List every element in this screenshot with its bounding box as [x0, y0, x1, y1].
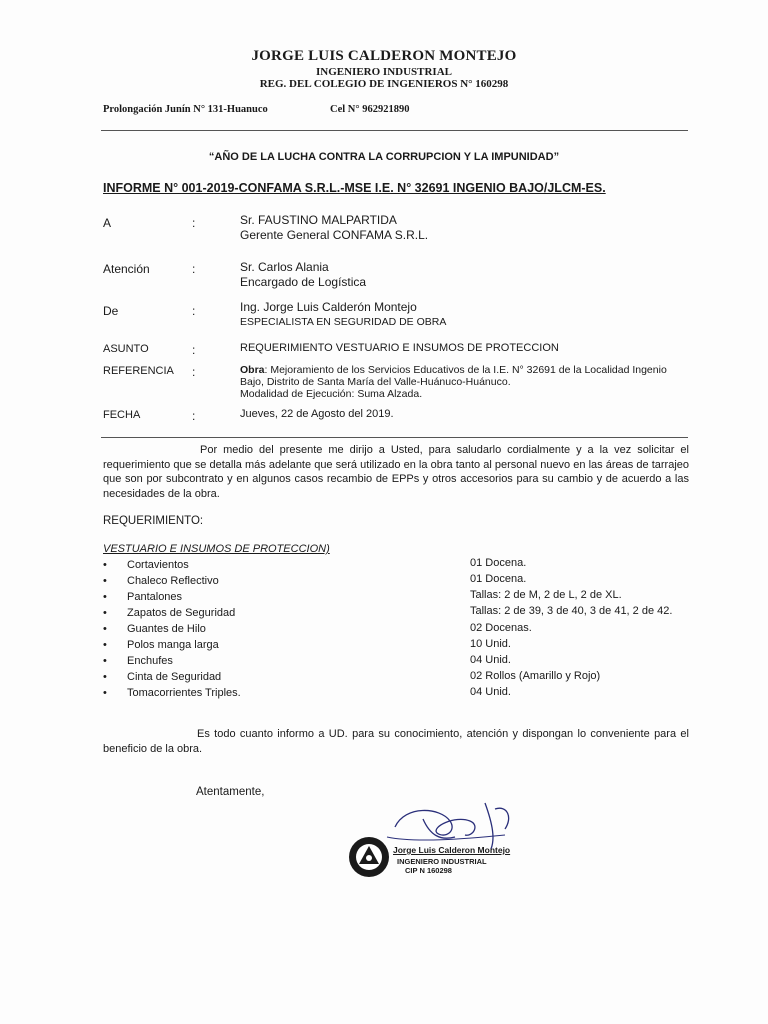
- field-asunto-label: ASUNTO: [103, 343, 149, 355]
- field-de-value: [240, 300, 446, 330]
- item-name: Guantes de Hilo: [127, 623, 206, 635]
- intro-paragraph: Por medio del presente me dirijo a Usted, para saludarlo cordialmente y a la vez solicitar el requerimiento que se detalla más adelante que será utilizado en la obra tanto al personal nuevo en las áreas de tarrajeo que son por subcontrato y en algunos casos recambio de EPPs y otros accesorios para su cambio y de acuerdo a las necesidades de la obra.: [103, 444, 689, 500]
- reference-line-3: Modalidad de Ejecución: Suma Alzada.: [240, 388, 423, 400]
- list-bullet: •: [103, 655, 107, 667]
- sender-position: ESPECIALISTA EN SEGURIDAD DE OBRA: [240, 316, 447, 328]
- field-fecha-label: FECHA: [103, 409, 141, 421]
- item-quantity: 02 Rollos (Amarillo y Rojo): [470, 670, 601, 682]
- item-quantity: 01 Docena.: [470, 557, 527, 569]
- field-a-value: [240, 213, 428, 243]
- author-profession: INGENIERO INDUSTRIAL: [315, 66, 452, 78]
- stamp-cip: CIP N 160298: [405, 866, 452, 875]
- item-name: Tomacorrientes Triples.: [127, 687, 241, 699]
- year-motto: “AÑO DE LA LUCHA CONTRA LA CORRUPCION Y LA IMPUNIDAD”: [208, 151, 560, 163]
- list-bullet: •: [103, 591, 107, 603]
- reference-line-1: [240, 364, 680, 376]
- field-colon: :: [192, 304, 196, 318]
- attention-name: Sr. Carlos Alania: [240, 260, 329, 274]
- field-asunto-value: REQUERIMIENTO VESTUARIO E INSUMOS DE PROTECCION: [240, 342, 559, 354]
- reference-bold-label: Obra: [240, 364, 265, 376]
- requerimiento-heading: REQUERIMIENTO:: [103, 515, 204, 527]
- field-colon: :: [192, 343, 196, 357]
- item-quantity: 01 Docena.: [470, 573, 527, 585]
- sender-name: Ing. Jorge Luis Calderón Montejo: [240, 300, 417, 314]
- item-name: Polos manga larga: [127, 639, 219, 651]
- author-address: Prolongación Junín N° 131-Huanuco: [103, 104, 268, 115]
- item-quantity: Tallas: 2 de 39, 3 de 40, 3 de 41, 2 de 42.: [470, 605, 673, 617]
- item-quantity: Tallas: 2 de M, 2 de L, 2 de XL.: [470, 589, 622, 601]
- report-title: INFORME N° 001-2019-CONFAMA S.R.L.-MSE I.E. N° 32691 INGENIO BAJO/JLCM-ES.: [103, 181, 606, 195]
- recipient-position: Gerente General CONFAMA S.R.L.: [240, 228, 429, 242]
- attention-position: Encargado de Logística: [240, 275, 367, 289]
- list-bullet: •: [103, 559, 107, 571]
- closing-salutation: Atentamente,: [196, 786, 265, 798]
- item-name: Zapatos de Seguridad: [127, 607, 236, 619]
- item-quantity: 10 Unid.: [470, 638, 511, 650]
- list-bullet: •: [103, 607, 107, 619]
- vestuario-heading: VESTUARIO E INSUMOS DE PROTECCION): [103, 543, 330, 555]
- header-divider: [101, 130, 688, 131]
- item-quantity: 02 Docenas.: [470, 622, 532, 634]
- author-phone: Cel N° 962921890: [330, 104, 410, 115]
- signature-drawing: [345, 795, 545, 890]
- list-bullet: •: [103, 687, 107, 699]
- field-a-label: A: [103, 216, 112, 230]
- list-bullet: •: [103, 575, 107, 587]
- list-bullet: •: [103, 639, 107, 651]
- field-referencia-label: REFERENCIA: [103, 365, 174, 377]
- list-bullet: •: [103, 671, 107, 683]
- item-name: Enchufes: [127, 655, 173, 667]
- item-name: Cortavientos: [127, 559, 189, 571]
- field-colon: :: [192, 216, 196, 230]
- stamp-title: INGENIERO INDUSTRIAL: [397, 857, 487, 866]
- field-atencion-value: [240, 260, 366, 290]
- field-colon: :: [192, 365, 196, 379]
- field-colon: :: [192, 262, 196, 276]
- author-registry: REG. DEL COLEGIO DE INGENIEROS N° 160298: [259, 78, 509, 90]
- recipient-name: Sr. FAUSTINO MALPARTIDA: [240, 213, 397, 227]
- field-de-label: De: [103, 304, 119, 318]
- fields-divider: [101, 437, 688, 438]
- author-name: JORGE LUIS CALDERON MONTEJO: [251, 48, 517, 64]
- item-name: Cinta de Seguridad: [127, 671, 222, 683]
- closing-paragraph: Es todo cuanto informo a UD. para su conocimiento, atención y dispongan lo conveniente para el beneficio de la obra.: [103, 728, 689, 755]
- item-name: Chaleco Reflectivo: [127, 575, 219, 587]
- stamp-name: Jorge Luis Calderon Montejo: [393, 845, 511, 855]
- signature-stroke: [395, 803, 509, 849]
- reference-text: : Mejoramiento de los Servicios Educativos de la I.E. N° 32691 de la Localidad Ingenio: [264, 364, 667, 376]
- field-atencion-label: Atención: [103, 262, 150, 276]
- item-quantity: 04 Unid.: [470, 654, 511, 666]
- seal-dot: [366, 855, 372, 861]
- item-name: Pantalones: [127, 591, 183, 603]
- field-colon: :: [192, 409, 196, 423]
- list-bullet: •: [103, 623, 107, 635]
- signature-block: [345, 795, 545, 890]
- reference-line-2: Bajo, Distrito de Santa María del Valle-Huánuco-Huánuco.: [240, 376, 511, 388]
- item-quantity: 04 Unid.: [470, 686, 511, 698]
- field-referencia-value: [240, 364, 680, 400]
- field-fecha-value: Jueves, 22 de Agosto del 2019.: [240, 408, 394, 420]
